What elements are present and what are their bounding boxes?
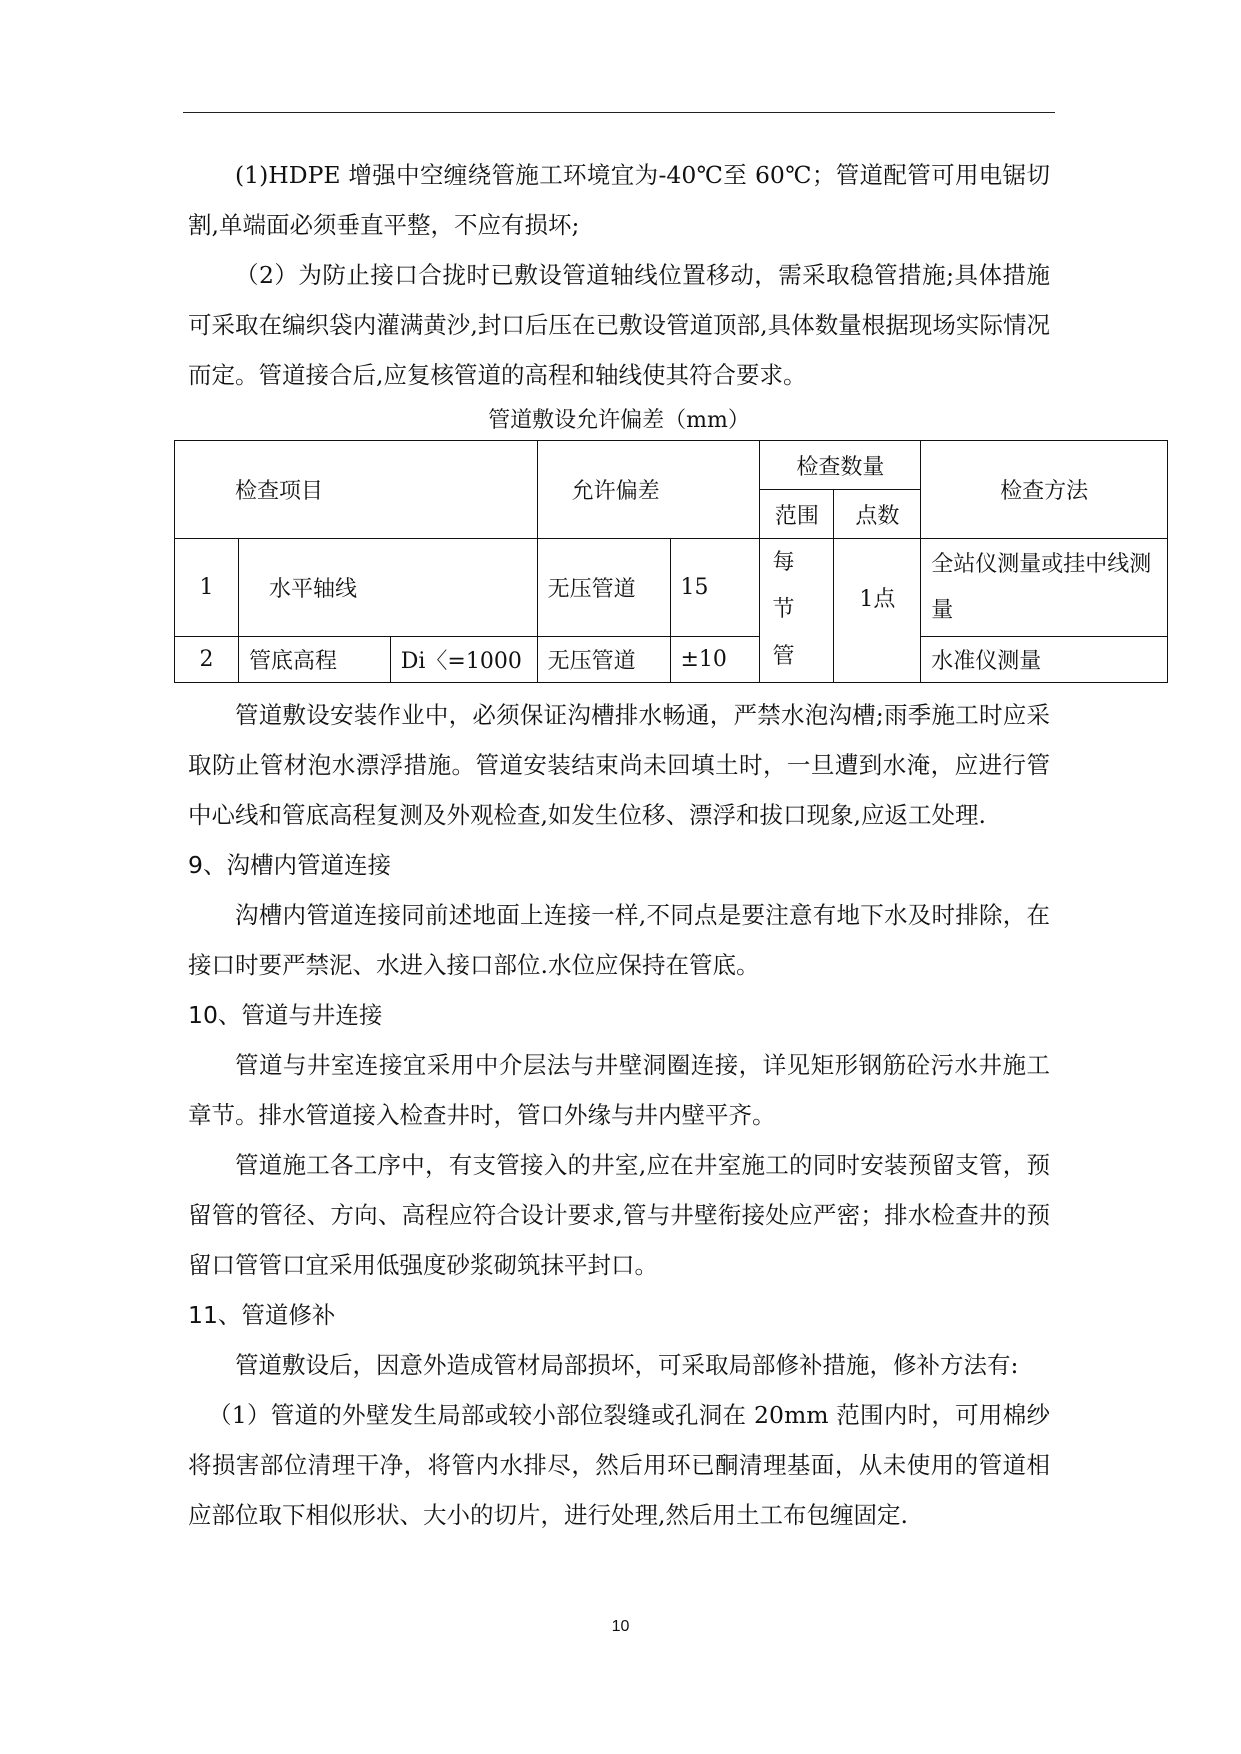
section-11-text-2: （1）管道的外壁发生局部或较小部位裂缝或孔洞在 20mm 范围内时，可用棉纱将损害部位清理干净，将管内水排尽，然后用环已酮清理基面，从未使用的管道相应部位取下相似形状、大小的切片，进行处理,然后用土工布包缠固定. (188, 1401, 1050, 1529)
header-method: 检查方法 (921, 441, 1168, 539)
table-caption: 管道敷设允许偏差（mm） (488, 408, 750, 433)
header-points: 点数 (834, 490, 921, 539)
section-10-heading: 10、管道与井连接 (188, 1001, 383, 1029)
header-rule (183, 112, 1055, 113)
paragraph-1: (1)HDPE 增强中空缠绕管施工环境宜为-40℃至 60℃；管道配管可用电锯切割,单端面必须垂直平整，不应有损坏; (188, 161, 1050, 239)
range-char-1: 每 (772, 550, 795, 575)
section-11-text-1: 管道敷设后，因意外造成管材局部损坏，可采取局部修补措施，修补方法有: (235, 1351, 1019, 1379)
range-char-3: 管 (772, 644, 795, 669)
section-10-text-1: 管道与井室连接宜采用中介层法与井壁洞圈连接，详见矩形钢筋砼污水井施工章节。排水管道接入检查井时，管口外缘与井内壁平齐。 (188, 1051, 1050, 1129)
section-9-text: 沟槽内管道连接同前述地面上连接一样,不同点是要注意有地下水及时排除，在接口时要严禁泥、水进入接口部位.水位应保持在管底。 (188, 901, 1050, 979)
range-char-2: 节 (772, 597, 795, 622)
row1-no: 1 (175, 539, 239, 637)
document-body-continued (188, 690, 1050, 1540)
paragraph-after-table: 管道敷设安装作业中，必须保证沟槽排水畅通，严禁水泡沟槽;雨季施工时应采取防止管材泡水漂浮措施。管道安装结束尚未回填土时，一旦遭到水淹，应进行管中心线和管底高程复测及外观检查,如发生位移、漂浮和拔口现象,应返工处理. (188, 701, 1050, 829)
row2-item: 管底高程 (238, 637, 390, 683)
row2-condition: Di〈=1000 (390, 637, 537, 683)
header-quantity: 检查数量 (760, 441, 921, 490)
row2-pipe-type: 无压管道 (537, 637, 670, 683)
row1-method: 全站仪测量或挂中线测量 (921, 539, 1168, 637)
section-9-heading: 9、沟槽内管道连接 (188, 851, 391, 879)
paragraph-2: （2）为防止接口合拢时已敷设管道轴线位置移动，需采取稳管措施;具体措施可采取在编织袋内灌满黄沙,封口后压在已敷设管道顶部,具体数量根据现场实际情况而定。管道接合后,应复核管道的高程和轴线使其符合要求。 (188, 261, 1050, 389)
page-number: 10 (611, 1618, 630, 1635)
points-value: 1点 (834, 539, 921, 683)
tolerance-table (174, 440, 1168, 683)
row2-no: 2 (175, 637, 239, 683)
row2-value: ±10 (670, 637, 760, 683)
section-10-text-2: 管道施工各工序中，有支管接入的井室,应在井室施工的同时安装预留支管，预留管的管径、方向、高程应符合设计要求,管与井壁衔接处应严密；排水检查井的预留口管管口宜采用低强度砂浆砌筑抹平封口。 (188, 1151, 1050, 1279)
row1-pipe-type: 无压管道 (537, 539, 670, 637)
header-item: 检查项目 (175, 441, 538, 539)
header-tolerance: 允许偏差 (537, 441, 760, 539)
document-body (188, 150, 1050, 442)
section-11-heading: 11、管道修补 (188, 1301, 336, 1329)
row1-value: 15 (670, 539, 760, 637)
row2-method: 水准仪测量 (921, 637, 1168, 683)
row1-item: 水平轴线 (238, 539, 537, 637)
range-value (760, 539, 834, 683)
header-range: 范围 (760, 490, 834, 539)
